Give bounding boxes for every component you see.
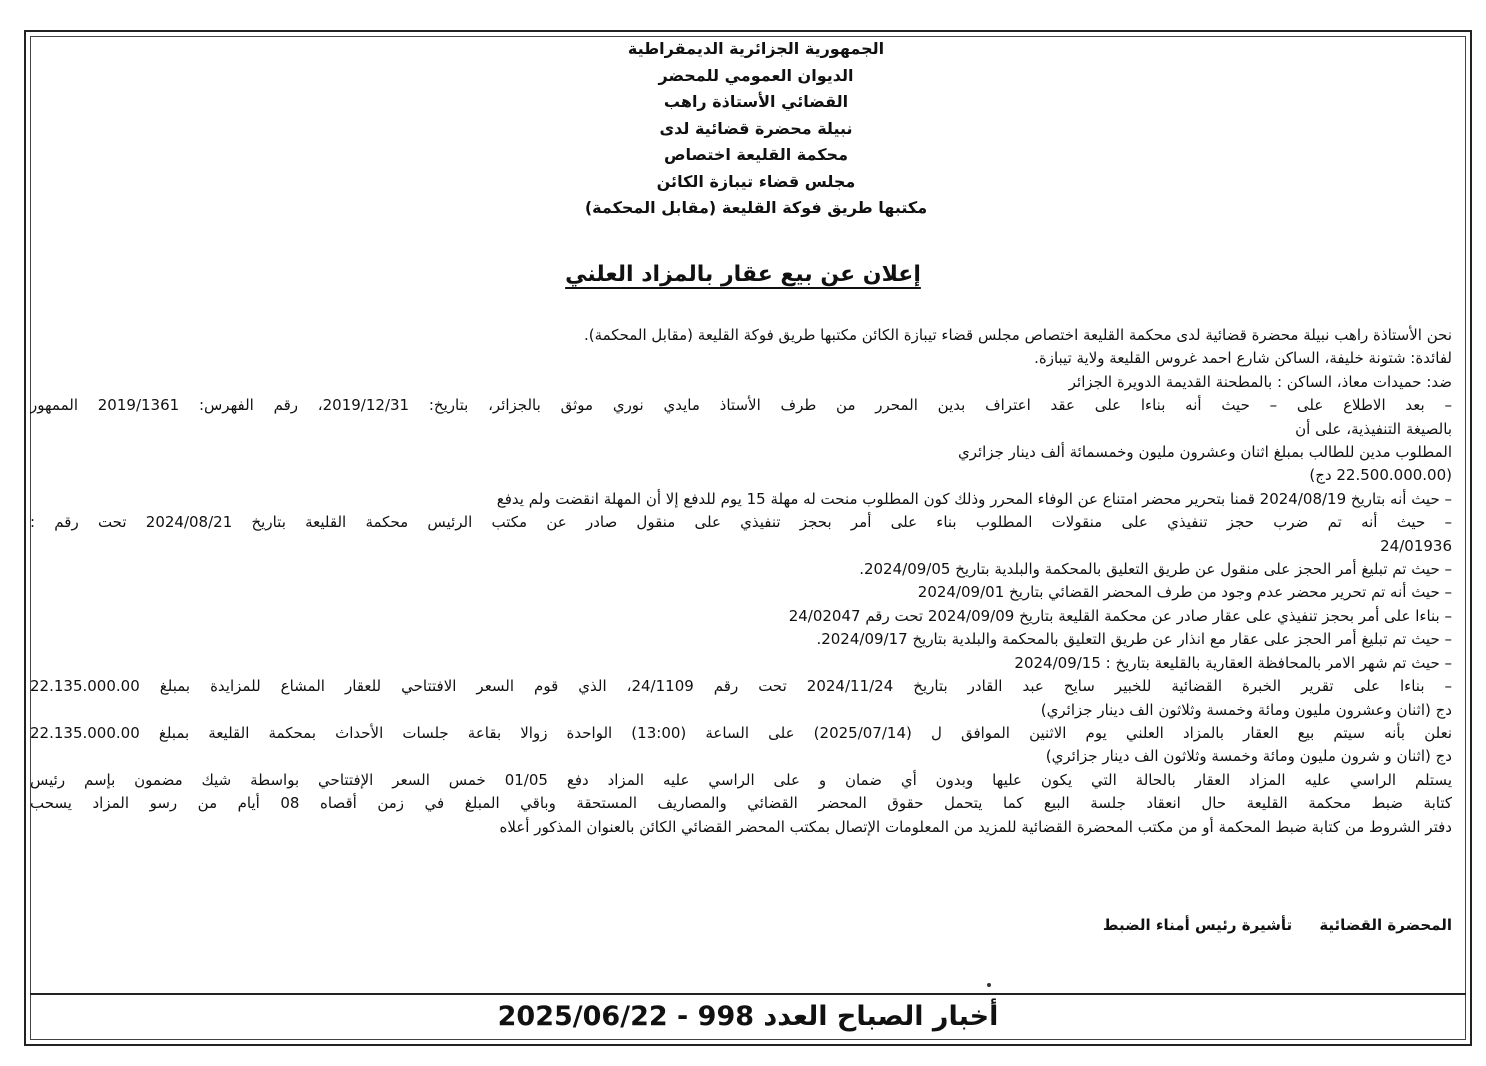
announcement-title (0, 262, 1486, 287)
body-line: – حيث أنه تم ضرب حجز تنفيذي على منقولات المطلوب بناء على أمر بحجز تنفيذي على منقول صادر عن مكتب الرئيس محكمة القليعة بتاريخ 2024/08/21 تحت رقم : (30, 513, 1452, 532)
issuer-header (546, 36, 966, 222)
body-line: – حيث تم تبليغ أمر الحجز على منقول عن طريق التعليق بالمحكمة والبلدية بتاريخ 2024/09/05. (859, 560, 1452, 579)
body-line: 24/01936 (1380, 536, 1452, 555)
body-line: – بناءا على تقرير الخبرة القضائية للخبير سايح عبد القادر بتاريخ 2024/11/24 تحت رقم 24/1109، الذي قوم السعر الافتتاحي للعقار المشاع للمزايدة بمبلغ 22.135.000.00 (30, 677, 1452, 696)
signature-bailiff: المحضرة القضائية (1319, 916, 1452, 934)
body-line: بالصيغة التنفيذية، على أن (1295, 419, 1452, 438)
header-line: الجمهورية الجزائرية الديمقراطية (627, 39, 885, 58)
body-line: ضد: حميدات معاذ، الساكن : بالمطحنة القديمة الدويرة الجزائر (1068, 372, 1452, 391)
body-line: – حيث تم شهر الامر بالمحافظة العقارية بالقليعة بتاريخ : 2024/09/15 (1014, 653, 1452, 672)
header-line: القضائي الأستاذة راهب (663, 92, 849, 111)
header-line: مجلس قضاء تيبازة الكائن (656, 171, 856, 191)
stray-dot (987, 983, 991, 987)
footer-band (30, 993, 1466, 1043)
title-text: إعلان عن بيع عقار بالمزاد العلني (565, 262, 921, 287)
signature-row (30, 916, 1452, 934)
body-line: المطلوب مدين للطالب بمبلغ اثنان وعشرون مليون وخمسمائة ألف دينار جزائري (957, 443, 1452, 462)
signature-registrar: تأشيرة رئيس أمناء الضبط (1102, 916, 1293, 934)
body-line: يستلم الراسي عليه المزاد العقار بالحالة التي يكون عليها وبدون أي ضمان و على الراسي عليه المزاد دفع 01/05 خمس السعر الإفتتاحي بواسطة شيك مضمون بإسم رئيس (30, 770, 1452, 789)
body-line: (22.500.000.00 دج) (1309, 466, 1452, 485)
body-line: – بعد الاطلاع على – حيث أنه بناءا على عقد اعتراف بدين المحرر من طرف الأستاذ مايدي نوري موثق بالجزائر، بتاريخ: 2019/12/31، رقم الفهرس: 2019/1361 الممهور (30, 396, 1452, 415)
body-line: – حيث أنه بتاريخ 2024/08/19 قمنا بتحرير محضر امتناع عن الوفاء المحرر وذلك كون المطلوب منحت له مهلة 15 يوم للدفع إلا أن المهلة انقضت ولم يدفع (496, 489, 1452, 508)
header-line: مكتبها طريق فوكة القليعة (مقابل المحكمة) (584, 198, 928, 217)
body-line: دفتر الشروط من كتابة ضبط المحكمة أو من مكتب المحضرة القضائية للمزيد من المعلومات الإتصال بمكتب المحضر القضائي الكائن بالعنوان المذكور أعلاه (499, 817, 1452, 836)
header-line: نبيلة محضرة قضائية لدى (659, 118, 853, 138)
body-line: لفائدة: شتونة خليفة، الساكن شارع احمد غروس القليعة ولاية تيبازة. (1034, 349, 1452, 368)
body-line: نعلن بأنه سيتم بيع العقار بالمزاد العلني يوم الاثنين الموافق ل (2025/07/14) على الساعة (13:00) الواحدة زوالا بقاعة جلسات الأحداث بمحكمة القليعة بمبلغ 22.135.000.00 (30, 723, 1452, 742)
body-line: – حيث تم تبليغ أمر الحجز على عقار مع انذار عن طريق التعليق بالمحكمة والبلدية بتاريخ 2024/09/17. (816, 630, 1452, 649)
body-line: كتابة ضبط محكمة القليعة حال انعقاد جلسة البيع كما يتحمل حقوق المحضر القضائي والمصاريف المستحقة وباقي المبلغ في زمن أقصاه 08 أيام من رسو المزاد يسحب (30, 794, 1452, 813)
body-line: نحن الأستاذة راهب نبيلة محضرة قضائية لدى محكمة القليعة اختصاص مجلس قضاء تيبازة الكائن مكتبها طريق فوكة القليعة (مقابل المحكمة). (583, 326, 1452, 344)
body-line: – حيث أنه تم تحرير محضر عدم وجود من طرف المحضر القضائي بتاريخ 2024/09/01 (917, 583, 1452, 602)
header-line: الديوان العمومي للمحضر (658, 65, 854, 85)
header-line: محكمة القليعة اختصاص (664, 145, 848, 164)
body-line: دج (اثنان و شرون مليون ومائة وخمسة وثلاثون الف دينار جزائري) (1045, 747, 1452, 766)
announcement-body (30, 324, 1452, 839)
newspaper-issue-line: أخبار الصباح العدد 998 - 2025/06/22 (497, 1001, 999, 1032)
body-line: – بناءا على أمر بحجز تنفيذي على عقار صادر عن محكمة القليعة بتاريخ 2024/09/09 تحت رقم 24/02047 (788, 606, 1452, 625)
body-line: دج (اثنان وعشرون مليون ومائة وخمسة وثلاثون الف دينار جزائري) (1040, 700, 1452, 719)
